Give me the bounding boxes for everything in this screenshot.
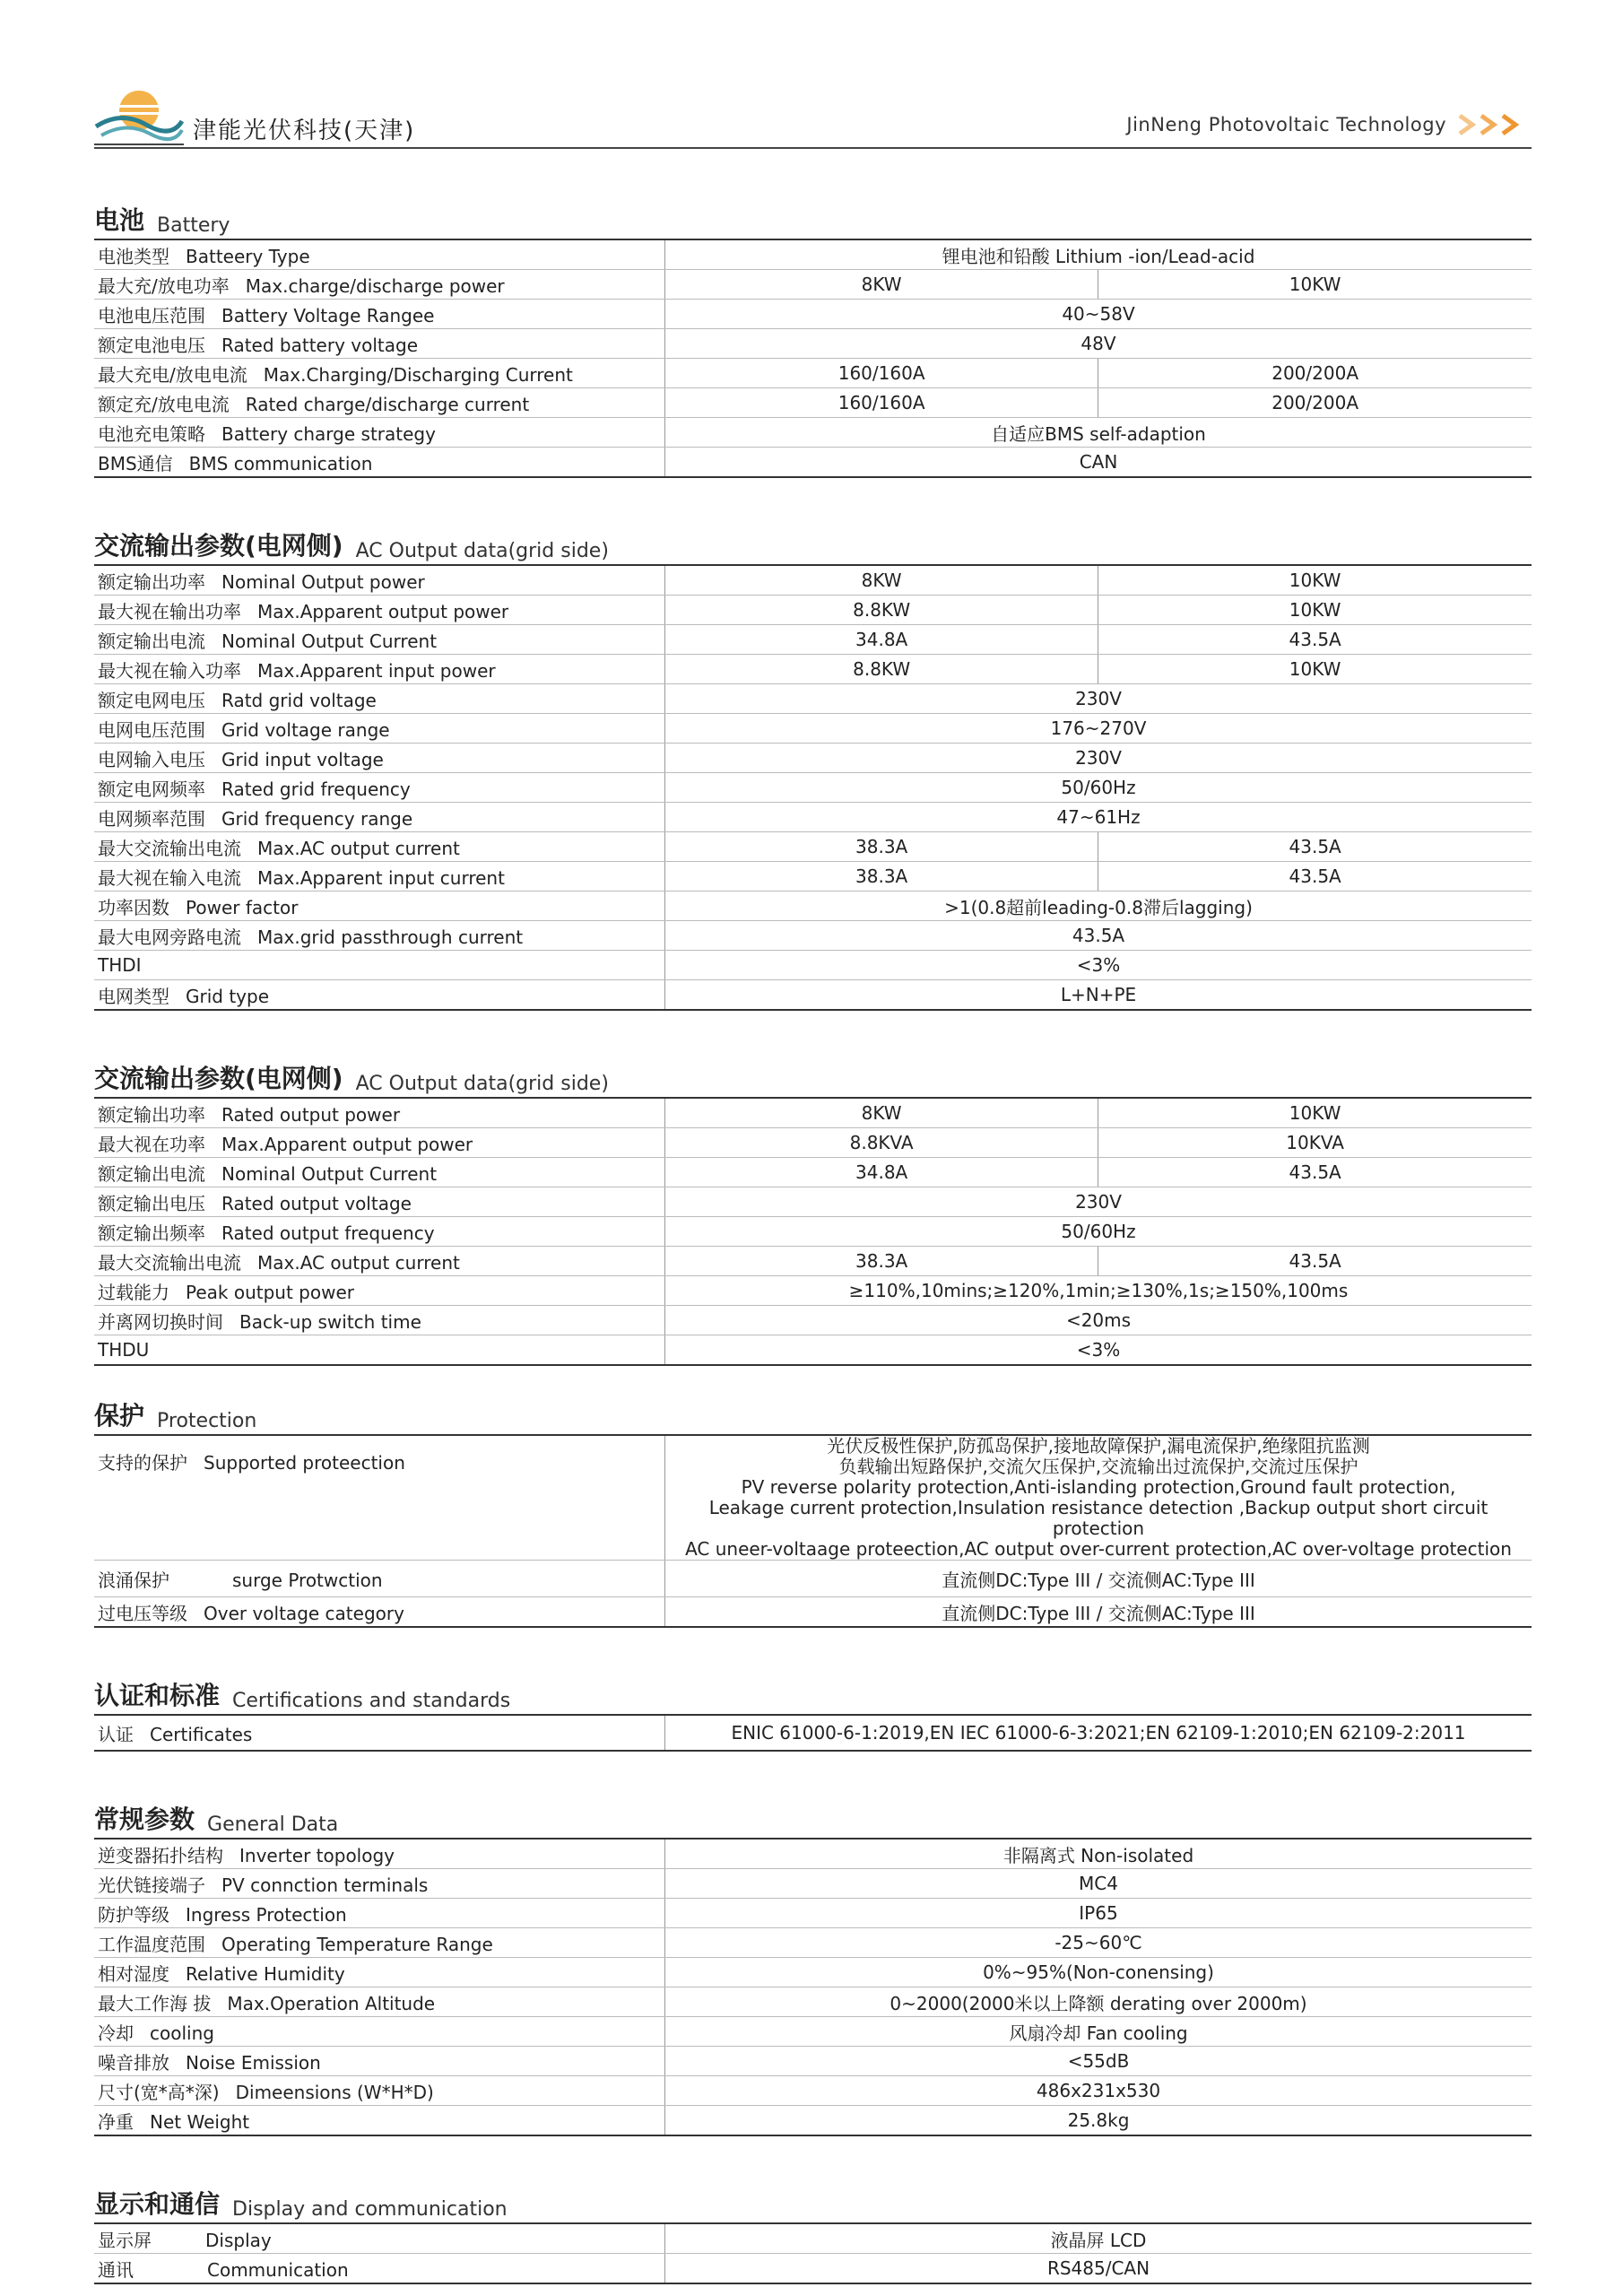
label-en: Max.Apparent output power xyxy=(221,1133,473,1155)
value: <3% xyxy=(665,951,1532,980)
label-en: Nominal Output Current xyxy=(221,630,438,652)
label-cn: 尺寸(宽*高*深) xyxy=(98,2081,220,2103)
spec-row xyxy=(94,1306,1532,1335)
label-cn: 功率因数 xyxy=(98,896,169,918)
value: 230V xyxy=(665,1187,1532,1217)
label-cn: 噪音排放 xyxy=(98,2051,169,2074)
spec-row xyxy=(94,596,1532,625)
label-cn: 最大充/放电功率 xyxy=(98,274,230,297)
spec-row xyxy=(94,2047,1532,2076)
value: 43.5A xyxy=(665,921,1532,951)
value: 自适应BMS self-adaption xyxy=(665,418,1532,448)
section-certifications xyxy=(94,1664,1532,1752)
value-8kw: 8KW xyxy=(665,1099,1098,1128)
protection-line: 光伏反极性保护,防孤岛保护,接地故障保护,漏电流保护,绝缘阻抗监测 xyxy=(827,1435,1370,1457)
spec-row xyxy=(94,1869,1532,1899)
label-en: cooling xyxy=(150,2022,214,2044)
label-en: Rated output voltage xyxy=(221,1192,412,1214)
value: <3% xyxy=(665,1335,1532,1366)
spec-table xyxy=(94,1716,1532,1752)
spec-row xyxy=(94,2254,1532,2284)
spec-table xyxy=(94,240,1532,478)
spec-row xyxy=(94,2017,1532,2047)
protection-list xyxy=(665,1436,1532,1561)
label-cn: 额定输出功率 xyxy=(98,570,205,593)
value: 176~270V xyxy=(665,714,1532,744)
value: ≥110%,10mins;≥120%,1min;≥130%,1s;≥150%,100ms xyxy=(665,1276,1532,1306)
label-cn: 额定输出电压 xyxy=(98,1192,205,1214)
value: IP65 xyxy=(665,1899,1532,1928)
spec-row xyxy=(94,1561,1532,1597)
label-cn: 最大充电/放电电流 xyxy=(98,363,247,386)
label-cn: 光伏链接端子 xyxy=(98,1874,205,1896)
value: 47~61Hz xyxy=(665,803,1532,832)
value: 50/60Hz xyxy=(665,773,1532,803)
spec-row xyxy=(94,1436,1532,1561)
spec-row xyxy=(94,300,1532,329)
value-10kw: 10KW xyxy=(1098,1099,1532,1128)
value-10kw: 43.5A xyxy=(1098,1158,1532,1187)
label-en: Certificates xyxy=(150,1723,253,1745)
section-title-cn: 交流输出参数(电网侧) xyxy=(94,1064,343,1093)
label-en: Max.Apparent input power xyxy=(257,659,496,682)
value-8kw: 8KW xyxy=(665,270,1098,300)
section-title-cn: 保护 xyxy=(94,1401,145,1431)
label-cn: 电池电压范围 xyxy=(98,304,205,326)
spec-row xyxy=(94,1597,1532,1628)
header-divider xyxy=(94,147,1532,149)
value: ENIC 61000-6-1:2019,EN IEC 61000-6-3:2021;EN 62109-1:2010;EN 62109-2:2011 xyxy=(665,1716,1532,1751)
spec-row xyxy=(94,684,1532,714)
section-ac-grid xyxy=(94,514,1532,1011)
section-battery xyxy=(94,188,1532,478)
value-10kw: 10KW xyxy=(1098,596,1532,625)
label-en: Max.Apparent input current xyxy=(257,866,505,889)
value: CAN xyxy=(665,448,1532,478)
label-en: Display xyxy=(205,2229,272,2251)
value: 486x231x530 xyxy=(665,2076,1532,2106)
label-cn: 额定电网电压 xyxy=(98,689,205,711)
section-title-en: General Data xyxy=(207,1813,339,1836)
spec-table xyxy=(94,1839,1532,2136)
label-cn: 显示屏 xyxy=(98,2229,152,2251)
spec-table xyxy=(94,1436,1532,1628)
label-cn: THDI xyxy=(98,954,142,976)
label-en: PV connction terminals xyxy=(221,1874,429,1896)
protection-line: PV reverse polarity protection,Anti-islanding protection,Ground fault protection, xyxy=(741,1476,1456,1498)
label-cn: 最大工作海 拔 xyxy=(98,1992,212,2014)
section-title-cn: 认证和标准 xyxy=(94,1681,221,1710)
spec-row xyxy=(94,1158,1532,1187)
label-en: Grid input voltage xyxy=(221,748,384,770)
label-en: Power factor xyxy=(186,896,299,918)
label-cn: 最大交流输出电流 xyxy=(98,1251,241,1274)
value: 230V xyxy=(665,684,1532,714)
label-cn: 最大电网旁路电流 xyxy=(98,926,241,948)
spec-row xyxy=(94,921,1532,951)
value: >1(0.8超前leading-0.8滞后lagging) xyxy=(665,891,1532,921)
spec-row xyxy=(94,1217,1532,1247)
label-en: Grid frequency range xyxy=(221,807,413,830)
value-10kw: 200/200A xyxy=(1098,388,1532,418)
value: 锂电池和铅酸 Lithium -ion/Lead-acid xyxy=(665,240,1532,270)
label-en: Battery Voltage Rangee xyxy=(221,304,435,326)
section-title xyxy=(94,1047,1532,1099)
value: 直流侧DC:Type III / 交流侧AC:Type III xyxy=(665,1561,1532,1597)
label-en: Relative Humidity xyxy=(186,1962,345,1985)
label-en: Dimeensions (W*H*D) xyxy=(235,2081,434,2103)
label-en: Max.grid passthrough current xyxy=(257,926,524,948)
spec-row xyxy=(94,240,1532,270)
spec-row xyxy=(94,1928,1532,1958)
label-en: Rated charge/discharge current xyxy=(245,393,530,415)
value-8kw: 38.3A xyxy=(665,862,1098,891)
section-title-cn: 常规参数 xyxy=(94,1805,195,1834)
label-cn: 电池类型 xyxy=(98,245,169,267)
section-title xyxy=(94,2172,1532,2224)
label-en: Grid voltage range xyxy=(221,718,390,741)
spec-row xyxy=(94,566,1532,596)
chevron-arrows-icon xyxy=(1451,110,1532,139)
label-en: Over voltage category xyxy=(204,1602,404,1624)
label-en: Max.Operation Altitude xyxy=(227,1992,436,2014)
protection-line: AC uneer-voltaage proteection,AC output over-current protection,AC over-voltage protection xyxy=(685,1538,1512,1560)
section-protection xyxy=(94,1384,1532,1628)
label-en: Ingress Protection xyxy=(186,1903,347,1926)
label-en: Rated output power xyxy=(221,1103,401,1126)
spec-row xyxy=(94,803,1532,832)
spec-row xyxy=(94,1276,1532,1306)
label-en: Max.AC output current xyxy=(257,1251,460,1274)
section-display xyxy=(94,2172,1532,2284)
section-title-en: AC Output data(grid side) xyxy=(355,540,609,562)
value-10kw: 43.5A xyxy=(1098,832,1532,862)
value-10kw: 43.5A xyxy=(1098,1247,1532,1276)
value-10kw: 10KVA xyxy=(1098,1128,1532,1158)
label-en: Rated grid frequency xyxy=(221,778,411,800)
section-title-cn: 显示和通信 xyxy=(94,2189,221,2219)
brand-name-cn: 津能光伏科技(天津) xyxy=(193,117,416,144)
value-10kw: 200/200A xyxy=(1098,359,1532,388)
label-cn: 净重 xyxy=(98,2110,134,2133)
spec-row xyxy=(94,2076,1532,2106)
label-en: Grid type xyxy=(186,985,270,1007)
label-cn: BMS通信 xyxy=(98,452,173,474)
value: 25.8kg xyxy=(665,2106,1532,2136)
label-cn: 认证 xyxy=(98,1723,134,1745)
value-8kw: 160/160A xyxy=(665,359,1098,388)
value-8kw: 8KW xyxy=(665,566,1098,596)
spec-row xyxy=(94,1128,1532,1158)
spec-row xyxy=(94,1247,1532,1276)
label-en: Max.AC output current xyxy=(257,837,460,859)
spec-row xyxy=(94,270,1532,300)
company-logo xyxy=(94,85,184,146)
spec-row xyxy=(94,862,1532,891)
label-en: Peak output power xyxy=(186,1281,354,1303)
spec-row xyxy=(94,388,1532,418)
label-cn: 浪涌保护 xyxy=(98,1569,169,1591)
spec-row xyxy=(94,1839,1532,1869)
page-header xyxy=(94,85,1532,148)
label-cn: 额定充/放电电流 xyxy=(98,393,230,415)
spec-row xyxy=(94,1099,1532,1128)
label-cn: 额定电池电压 xyxy=(98,334,205,356)
value-8kw: 34.8A xyxy=(665,625,1098,655)
label-en: Net Weight xyxy=(150,2110,250,2133)
section-general xyxy=(94,1787,1532,2136)
label-en: BMS communication xyxy=(188,452,373,474)
label-cn: 防护等级 xyxy=(98,1903,169,1926)
label-en: Operating Temperature Range xyxy=(221,1933,493,1955)
value: 非隔离式 Non-isolated xyxy=(665,1839,1532,1869)
label-en: Back-up switch time xyxy=(239,1310,421,1333)
section-title xyxy=(94,188,1532,240)
spec-row xyxy=(94,448,1532,478)
label-en: Inverter topology xyxy=(239,1844,395,1866)
label-cn: 过载能力 xyxy=(98,1281,169,1303)
section-title xyxy=(94,514,1532,566)
label-cn: 最大视在输入功率 xyxy=(98,659,241,682)
label-cn: 并离网切换时间 xyxy=(98,1310,223,1333)
label-en: Communication xyxy=(207,2258,349,2281)
label-cn: 最大视在输出功率 xyxy=(98,600,241,622)
section-title-en: Battery xyxy=(157,214,230,237)
value-8kw: 34.8A xyxy=(665,1158,1098,1187)
value: 直流侧DC:Type III / 交流侧AC:Type III xyxy=(665,1597,1532,1628)
spec-row xyxy=(94,951,1532,980)
spec-row xyxy=(94,1958,1532,1987)
value-8kw: 38.3A xyxy=(665,832,1098,862)
spec-row xyxy=(94,773,1532,803)
value: <55dB xyxy=(665,2047,1532,2076)
label-cn: 电网电压范围 xyxy=(98,718,205,741)
value: MC4 xyxy=(665,1869,1532,1899)
label-cn: 电网类型 xyxy=(98,985,169,1007)
spec-row xyxy=(94,1335,1532,1366)
spec-row xyxy=(94,1987,1532,2017)
label-en: Rated output frequency xyxy=(221,1222,435,1244)
value: 50/60Hz xyxy=(665,1217,1532,1247)
spec-row xyxy=(94,2224,1532,2254)
label-cn: 冷却 xyxy=(98,2022,134,2044)
label-cn: 通讯 xyxy=(98,2258,134,2281)
label-cn: 支持的保护 xyxy=(98,1452,187,1474)
section-title-en: Certifications and standards xyxy=(232,1690,511,1712)
spec-row xyxy=(94,744,1532,773)
label-cn: 额定电网频率 xyxy=(98,778,205,800)
value-10kw: 10KW xyxy=(1098,270,1532,300)
section-title xyxy=(94,1384,1532,1436)
spec-row xyxy=(94,1187,1532,1217)
value: 48V xyxy=(665,329,1532,359)
label-cn: 相对湿度 xyxy=(98,1962,169,1985)
spec-sheet xyxy=(94,188,1532,2284)
section-title-cn: 交流输出参数(电网侧) xyxy=(94,531,343,561)
label-cn: 额定输出电流 xyxy=(98,630,205,652)
label-cn: 电池充电策略 xyxy=(98,422,205,445)
label-en: Max.Charging/Discharging Current xyxy=(263,363,573,386)
label-en: Ratd grid voltage xyxy=(221,689,377,711)
label-cn: 额定输出电流 xyxy=(98,1162,205,1185)
section-ac-output xyxy=(94,1047,1532,1366)
label-en: Rated battery voltage xyxy=(221,334,418,356)
label-cn: 额定输出频率 xyxy=(98,1222,205,1244)
spec-row xyxy=(94,1716,1532,1751)
value-8kw: 8.8KW xyxy=(665,596,1098,625)
value: <20ms xyxy=(665,1306,1532,1335)
section-title xyxy=(94,1664,1532,1716)
label-en: Battery charge strategy xyxy=(221,422,436,445)
spec-row xyxy=(94,1899,1532,1928)
section-title xyxy=(94,1787,1532,1839)
value-8kw: 160/160A xyxy=(665,388,1098,418)
brand-name-en: JinNeng Photovoltaic Technology xyxy=(1126,114,1446,135)
label-en: Max.Apparent output power xyxy=(257,600,509,622)
section-title-cn: 电池 xyxy=(94,205,145,235)
protection-line: Leakage current protection,Insulation resistance detection ,Backup output short circuit protection xyxy=(708,1497,1488,1539)
value: 0%~95%(Non-conensing) xyxy=(665,1958,1532,1987)
spec-row xyxy=(94,418,1532,448)
protection-line: 负载输出短路保护,交流欠压保护,交流输出过流保护,交流过压保护 xyxy=(838,1456,1358,1477)
label-en: Max.charge/discharge power xyxy=(245,274,505,297)
label-cn: 工作温度范围 xyxy=(98,1933,205,1955)
spec-table xyxy=(94,2224,1532,2284)
label-en: surge Protwction xyxy=(232,1569,383,1591)
label-cn: 额定输出功率 xyxy=(98,1103,205,1126)
label-cn: 最大交流输出电流 xyxy=(98,837,241,859)
label-cn: 过电压等级 xyxy=(98,1602,187,1624)
spec-row xyxy=(94,832,1532,862)
value-10kw: 43.5A xyxy=(1098,625,1532,655)
value: -25~60℃ xyxy=(665,1928,1532,1958)
value: 0~2000(2000米以上降额 derating over 2000m) xyxy=(665,1987,1532,2017)
label-cn: 电网频率范围 xyxy=(98,807,205,830)
value-10kw: 10KW xyxy=(1098,655,1532,684)
label-cn: THDU xyxy=(98,1339,150,1361)
value: 液晶屏 LCD xyxy=(665,2224,1532,2254)
value: L+N+PE xyxy=(665,980,1532,1011)
spec-row xyxy=(94,714,1532,744)
label-cn: 最大视在输入电流 xyxy=(98,866,241,889)
spec-row xyxy=(94,625,1532,655)
value-10kw: 43.5A xyxy=(1098,862,1532,891)
section-title-en: Protection xyxy=(157,1410,257,1432)
spec-row xyxy=(94,891,1532,921)
value-8kw: 8.8KVA xyxy=(665,1128,1098,1158)
label-en: Batteery Type xyxy=(186,245,310,267)
spec-row xyxy=(94,980,1532,1011)
section-title-en: AC Output data(grid side) xyxy=(355,1073,609,1095)
label-cn: 电网输入电压 xyxy=(98,748,205,770)
value-8kw: 38.3A xyxy=(665,1247,1098,1276)
value-10kw: 10KW xyxy=(1098,566,1532,596)
spec-row xyxy=(94,329,1532,359)
label-en: Nominal Output Current xyxy=(221,1162,438,1185)
label-en: Nominal Output power xyxy=(221,570,425,593)
spec-row xyxy=(94,655,1532,684)
label-cn: 最大视在功率 xyxy=(98,1133,205,1155)
value: 风扇冷却 Fan cooling xyxy=(665,2017,1532,2047)
value: RS485/CAN xyxy=(665,2254,1532,2284)
value: 230V xyxy=(665,744,1532,773)
label-en: Noise Emission xyxy=(186,2051,321,2074)
label-en: Supported proteection xyxy=(204,1452,405,1474)
spec-table xyxy=(94,566,1532,1011)
spec-row xyxy=(94,359,1532,388)
section-title-en: Display and communication xyxy=(232,2198,508,2221)
label-cn: 逆变器拓扑结构 xyxy=(98,1844,223,1866)
spec-row xyxy=(94,2106,1532,2136)
value-8kw: 8.8KW xyxy=(665,655,1098,684)
value: 40~58V xyxy=(665,300,1532,329)
spec-table xyxy=(94,1099,1532,1366)
